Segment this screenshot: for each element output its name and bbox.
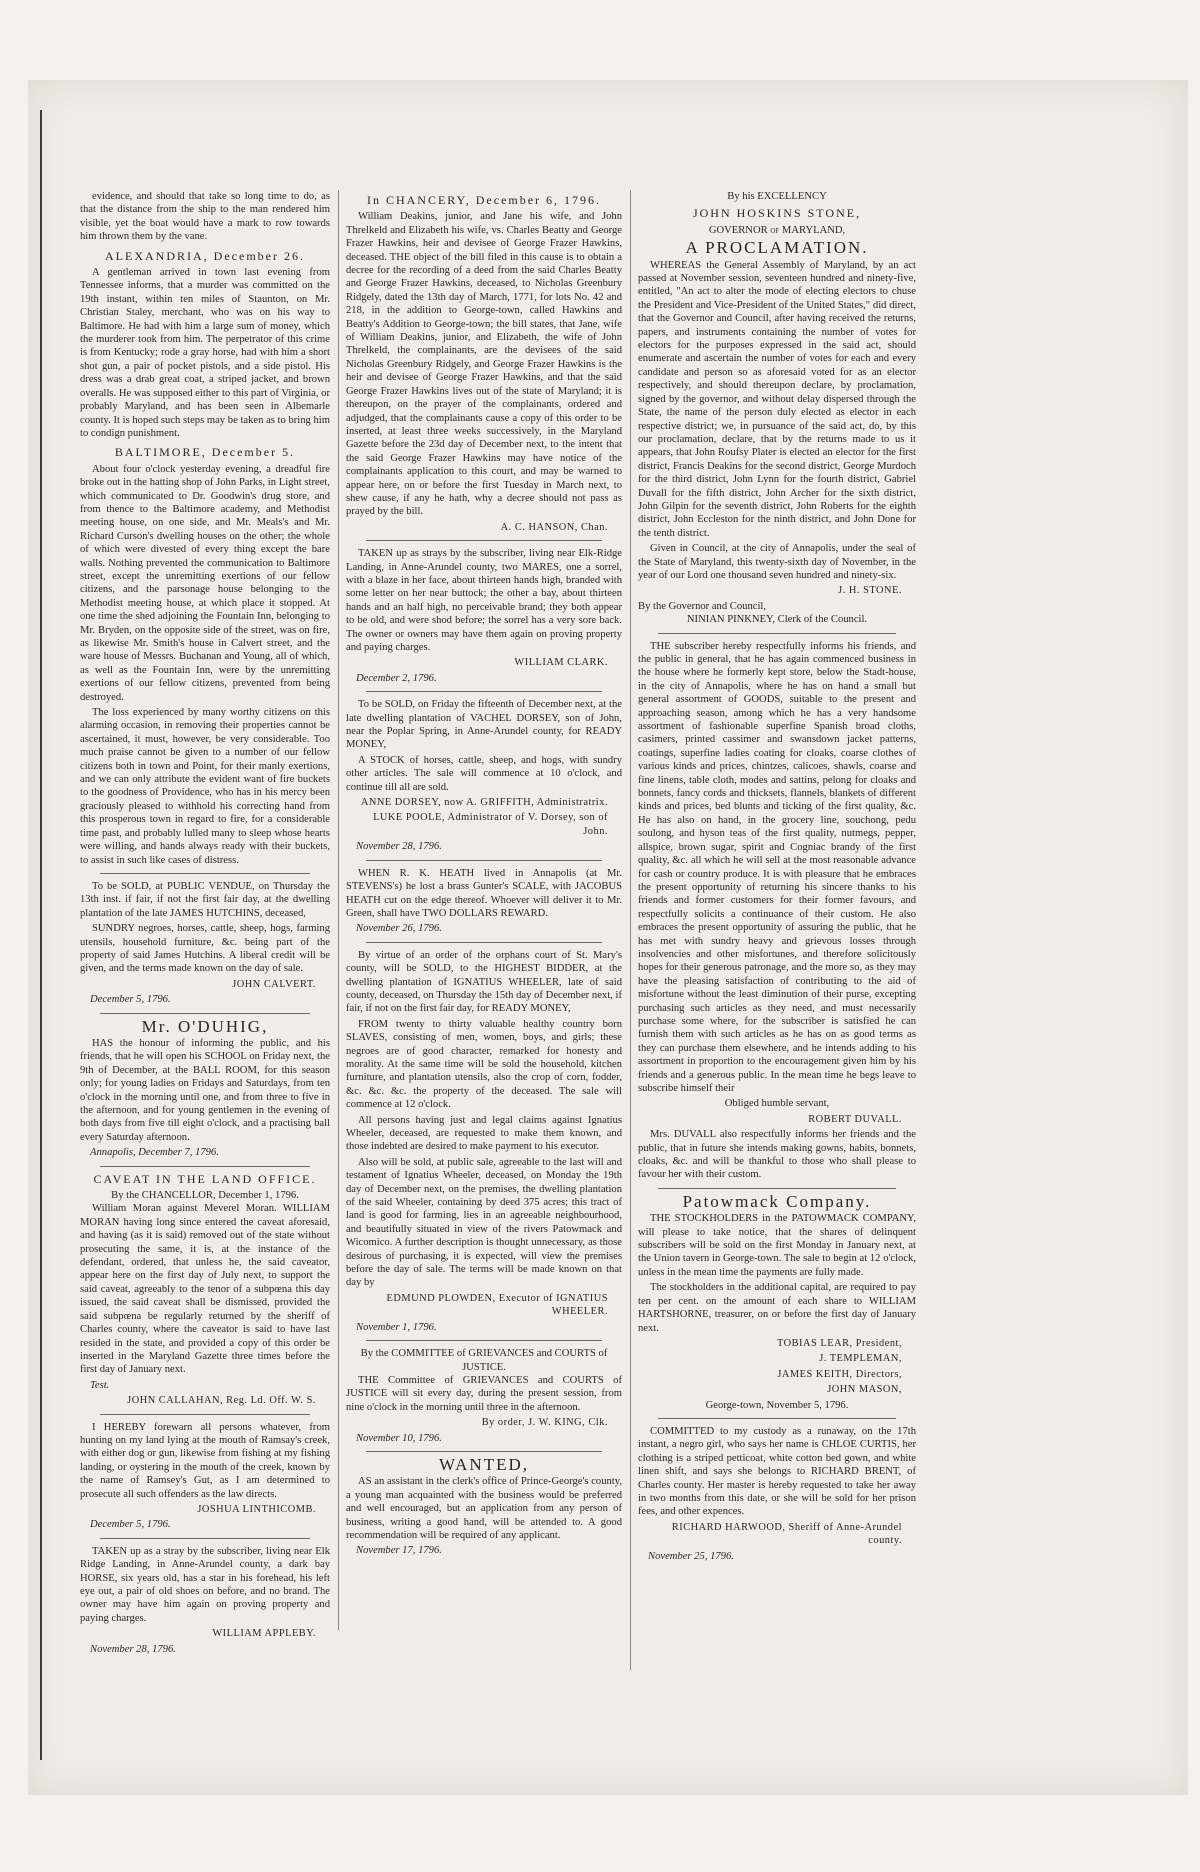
signature: A. C. HANSON, Chan.	[500, 521, 608, 533]
ad-patowmack	[638, 1191, 916, 1412]
ad-date: November 28, 1796.	[356, 841, 442, 853]
ad-text: Also will be sold, at public sale, agreeable to the last will and testament of Ignatius Wheeler, deceased, on Monday the 19th day of December next, on the premises, the dwelling plantation of the said Wheeler, containing by deed 375 acres; this tract of land is good for farming, lies in an agreeable neighbourhood, and beautifully situated in view of the rivers Patowmack and Wicomico. A further description is thought unnecessary, as those desirous of purchasing, it is expected, will view the premises before the day of sale. The terms will be made known on that day by	[346, 1156, 622, 1289]
divider	[366, 540, 602, 541]
signature: LUKE POOLE, Administrator of V. Dorsey, son of John.	[373, 812, 608, 837]
ad-appleby	[80, 1545, 330, 1656]
proclamation-by: By his EXCELLENCY	[727, 191, 827, 202]
closing: Obliged humble servant,	[724, 1098, 830, 1110]
ad-text: Mrs. DUVALL also respectfully informs her friends and the public, that in future she intends making gowns, habits, bonnets, cloaks, &c. and will be thankful to those who shall please to favour her with their custom.	[638, 1129, 916, 1181]
signature: By order, J. W. KING, Clk.	[481, 1417, 608, 1429]
ad-wanted	[346, 1454, 622, 1558]
ad-text: The stockholders in the additional capital, are required to pay ten per cent. on the amount of each share to WILLIAM HARTSHORNE, treasurer, on or before the first day of January next.	[638, 1282, 916, 1334]
signature: ANNE DORSEY, now A. GRIFFITH, Administratrix.	[360, 797, 608, 809]
divider	[658, 1188, 896, 1189]
ad-text: THE STOCKHOLDERS in the PATOWMACK COMPANY, will please to take notice, that the shares of delinquent subscribers will be sold on the first Monday in January next, at the Union tavern in George-town. The sale to begin at 12 o'clock, unless in the mean time the payments are fully made.	[638, 1213, 916, 1278]
signature: JAMES KEITH, Directors,	[777, 1368, 902, 1380]
ad-text: TAKEN up as a stray by the subscriber, living near Elk Ridge Landing, in Anne-Arundel county, a dark bay HORSE, six years old, has a star in his forehead, his left eye out, a pair of old shoes on before, and no brand. The owner may have him again on proving property and paying charges.	[80, 1545, 330, 1624]
ad-harwood	[638, 1425, 916, 1563]
ad-text: FROM twenty to thirty valuable healthy country born SLAVES, consisting of men, women, boys, and girls; these negroes are of good character, remarked for honesty and morality. At the same time will be sold the household, kitchen furniture, and plantation utensils, also the crop of corn, fodder, &c. &c. &c. the property of the deceased. The sale will commence at 12 o'clock.	[346, 1018, 622, 1111]
dateline: BALTIMORE, December 5.	[114, 445, 296, 460]
column-rule	[338, 190, 339, 1630]
article-text: The loss experienced by many worthy citizens on this alarming occasion, in removing their properties cannot be ascertained, it must, however, be very considerable. Too much praise cannot be given to a number of our fellow citizens both in town and Point, for their manly exertions, and we can only attribute the evident want of fire buckets to the goodness of Providence, who has in his mercy been graciously pleased to withhold his correcting hand from this prosperous town in regard to fire, for a considerable time past, and probably lulled many to sleep whose hearts were willing, and hands always ready with their buckets, to assist in such like cases of distress.	[80, 707, 330, 866]
ad-intro: To be SOLD, on Friday the fifteenth of December next, at the late dwelling plantation of VACHEL DORSEY, son of John, near the Poplar Spring, in Anne-Arundel county, for READY MONEY,	[346, 699, 622, 751]
ad-date: December 2, 1796.	[356, 672, 437, 684]
ad-text: All persons having just and legal claims against Ignatius Wheeler, deceased, are requested to make them known, and those indebted are desired to make payment to his executor.	[346, 1114, 622, 1153]
article-text: About four o'clock yesterday evening, a dreadful fire broke out in the hatting shop of John Parks, in Light street, which communicated to Dr. Goodwin's drug store, and from thence to the Baltimore academy, and Methodist meeting house, on one side, and Mr. Meals's and Mr. Richard Curson's dwelling houses on the other; the whole of which were divested of every thing except the bare walls. Nothing prevented the communication to Baltimore street, except the unremitting exertions of our fellow citizens, and the parsonage house belonging to the Methodist meeting house, at which place it stopped. At one time the shed adjoining the Fountain Inn, belonging to Mr. Bryden, on the opposite side of the street, was on fire, as likewise Mr. Smith's house in Calvert street, and the ware house of Messrs. Buchanan and Young, all of which, as well as the Fountain Inn, were by the unremitting exertions of our fellow citizens, prevented from being destroyed.	[80, 463, 330, 703]
column-left	[80, 190, 330, 1655]
ad-text: SUNDRY negroes, horses, cattle, sheep, hogs, farming utensils, household furniture, &c. being part of the property of said James Hutchins. A liberal credit will be given, and the terms made known on the day of sale.	[80, 923, 330, 975]
notice-text: THE Committee of GRIEVANCES and COURTS of JUSTICE will sit every day, during the present session, from nine o'clock in the morning until three in the afternoon.	[346, 1374, 622, 1413]
signature: JOHN MASON,	[827, 1384, 902, 1396]
newspaper-page	[28, 80, 1188, 1795]
notice-committee	[346, 1347, 622, 1445]
ad-intro: By virtue of an order of the orphans court of St. Mary's county, will be SOLD, to the HIGHEST BIDDER, at the dwelling plantation of IGNATIUS WHEELER, late of said county, deceased, on Thursday the 15th day of December next, if fair, if not on the first fair day, for READY MONEY,	[346, 949, 622, 1015]
ad-date: November 28, 1796.	[90, 1643, 176, 1655]
signature: WILLIAM APPLEBY.	[212, 1628, 316, 1640]
divider	[100, 873, 310, 874]
dateline: ALEXANDRIA, December 26.	[105, 248, 305, 263]
ad-date: December 5, 1796.	[90, 994, 171, 1006]
divider	[100, 1013, 310, 1014]
signature: J. TEMPLEMAN,	[819, 1353, 902, 1365]
article-fragment: evidence, and should that take so long time to do, as that the distance from the ship to the man rendered him visible, yet the boat would have a mark to row towards him thrown them by the vane.	[80, 191, 330, 243]
ad-oduhig	[80, 1016, 330, 1160]
signature: RICHARD HARWOOD, Sheriff of Anne-Arundel county.	[671, 1521, 902, 1547]
article-alexandria	[80, 250, 330, 441]
article-text: A gentleman arrived in town last evening from Tennessee informs, that a murder was committed on the 19th instant, within ten miles of Staunton, on Mr. Christian Staley, merchant, who was on his way to Baltimore. He had with him a large sum of money, which the murderer took from him. The perpetrator of this crime is from Kentucky; rode a gray horse, had with him a short shot gun, a pair of pocket pistols, and a side pistol. His dress was a drab great coat, a striped jacket, and brown overalls. He was supposed either to this part of Virginia, or probably Maryland, and has been seen in Albemarle county. It is hoped such steps may be taken as to bring him to condign punishment.	[80, 267, 330, 439]
divider	[100, 1538, 310, 1539]
ad-text: WHEN R. K. HEATH lived in Annapolis (at Mr. STEVENS's) he lost a brass Gunter's SCALE, with JACOBUS HEATH cut on the edge thereof. Whoever will deliver it to Mr. Green, shall have TWO DOLLARS REWARD.	[346, 867, 622, 919]
ad-date: November 26, 1796.	[356, 923, 442, 935]
ad-dorsey	[346, 698, 622, 853]
governor-title: GOVERNOR of MARYLAND,	[708, 224, 846, 236]
divider	[100, 1414, 310, 1415]
divider	[658, 633, 896, 634]
binding-edge	[40, 110, 42, 1760]
notice-heading: By the COMMITTEE of GRIEVANCES and COURTS of JUSTICE.	[360, 1348, 608, 1373]
proclamation-text: WHEREAS the General Assembly of Maryland, by an act passed at November session, seventeen hundred and ninety-five, entitled, "An act to alter the mode of electing electors to chuse the President and Vice-President of the United States," did direct, that the Governor and Council, after having received the returns, papers, and instruments containing the number of votes for electors for the purposes expressed in the said act, should enumerate and ascertain the number of votes for each and every candidate and person so as aforesaid voted for as an elector respectively, and should thereupon declare, by proclamation, signed by the governor, and without delay dispersed through the State, the name of the person duly elected as elector in each respective district; we, in pursuance of the said act, do, by this our proclamation, declare, that by the returns made to us it appears, that John Roufsy Plater is elected an elector for the first district, Francis Deakins for the second district, George Murdoch for the third district, John Lynn for the fourth district, Gabriel Duvall for the fifth district, John Archer for the sixth district, John Gilpin for the seventh district, John Roberts for the eighth district, John Eccleston for the ninth district, and John Done for the tenth district.	[638, 259, 916, 539]
proclamation-given: Given in Council, at the city of Annapolis, under the seal of the State of Maryland, this twenty-sixth day of November, in the year of our Lord one thousand seven hundred and ninety-six.	[638, 543, 916, 581]
ad-text: AS an assistant in the clerk's office of Prince-George's county, a young man acquainted with the business would be preferred and well encouraged, but an application from any person of business, writing a good hand, will be attended to. A good recommendation will be required of any applicant.	[346, 1476, 622, 1541]
ad-text: HAS the honour of informing the public, and his friends, that he will open his SCHOOL on Friday next, the 9th of December, at the BALL ROOM, for this season only; for young ladies on Fridays and Saturdays, from ten o'clock in the morning until one, and from three to five in the afternoon, and for young gentlemen in the evening of both days from five till eight o'clock, and a practising ball every Saturday afternoon.	[80, 1037, 330, 1143]
column-rule	[630, 190, 631, 1670]
ad-text: I HEREBY forewarn all persons whatever, from hunting on my land lying at the mouth of Ramsay's creek, with either dog or gun, likewise from fishing at my fishing landing, or oystering in the mouth of the creek, known by the name of Ramsey's Gut, as I am determined to prosecute all such offenders as the law directs.	[80, 1421, 330, 1500]
divider	[366, 1451, 602, 1452]
notice-date: November 10, 1796.	[356, 1432, 442, 1444]
ad-orphans-court	[346, 949, 622, 1334]
ad-text: A STOCK of horses, cattle, sheep, and hogs, with sundry other articles. The sale will commence at 10 o'clock, and continue till all are sold.	[346, 754, 622, 793]
ad-duvall	[638, 640, 916, 1182]
ad-date: Annapolis, December 7, 1796.	[90, 1147, 219, 1159]
signature: WILLIAM CLARK.	[514, 657, 608, 669]
ad-date: November 17, 1796.	[356, 1545, 442, 1557]
divider	[100, 1166, 310, 1167]
notice-chancery	[346, 194, 622, 534]
ad-linthicomb	[80, 1421, 330, 1532]
ad-caveat	[80, 1173, 330, 1408]
proclamation-heading: A PROCLAMATION.	[685, 238, 869, 258]
signature: EDMUND PLOWDEN, Executor of IGNATIUS WHEELER.	[386, 1292, 608, 1318]
ad-date: December 5, 1796.	[90, 1519, 171, 1531]
ad-heath	[346, 867, 622, 936]
ad-heading: WANTED,	[438, 1454, 529, 1474]
proclamation	[638, 190, 916, 627]
notice-heading: In CHANCERY, December 6, 1796.	[366, 193, 602, 207]
column-right	[638, 190, 916, 1670]
column-middle	[346, 190, 622, 1630]
ad-heading: Patowmack Company.	[682, 1191, 872, 1211]
governor-name: JOHN HOSKINS STONE,	[692, 206, 862, 221]
article-baltimore	[80, 446, 330, 867]
divider	[366, 1340, 602, 1341]
ad-date: November 1, 1796.	[356, 1321, 437, 1333]
notice-text: William Deakins, junior, and Jane his wife, and John Threlkeld and Elizabeth his wife, vs. Charles Beatty and George Frazer Hawkins, heir and devisee of George Frazer Hawkins, deceased. THE object of the bill filed in this cause is to obtain a decree for the recording of a deed from the said Charles Beatty and George Frazer Hawkins, deceased, to Nicholas Greenbury Ridgely, dated the 13th day of March, 1771, for lots No. 42 and 218, in the addition to George-town, called Hawkins and Beatty's Addition to George-town; the bill states, that Jane, wife of William Deakins, junior, and Elizabeth, the wife of John Threlkeld, the complainants, are the devisees of the said Nicholas Greenbury Ridgely, and George Frazer Hawkins is the heir and devisee of George Frazer Hawkins, and that the said George Frazer Hawkins lives out of the state of Maryland; it is thereupon, on the prayer of the complainants, ordered and adjudged, that the complainants cause a copy of this order to be inserted, at least three weeks successively, in the Maryland Gazette before the 23d day of December next, to the intent that the said George Frazer Hawkins may have notice of the complainants application to this court, and may be warned to appear here, on or before the first Tuesday in March next, to shew cause, if any he hath, why a decree should not pass as prayed by the bill.	[346, 211, 622, 518]
ad-intro: To be SOLD, at PUBLIC VENDUE, on Thursday the 13th inst. if fair, if not the first fair day, at the dwelling plantation of the late JAMES HUTCHINS, deceased,	[80, 880, 330, 919]
test-label: Test.	[90, 1379, 110, 1391]
divider	[366, 691, 602, 692]
signature: J. H. STONE.	[838, 585, 902, 597]
ad-text: TAKEN up as strays by the subscriber, living near Elk-Ridge Landing, in Anne-Arundel county, two MARES, one a sorrel, with a blaze in her face, about thirteen hands high, branded with some letter on her near buttock; the other a bay, about thirteen hands and an half high, no perceivable brand; they both appear to be old, and were shod before; the sorrel has a very sore back. The owner or owners may have them again on proving property and paying charges.	[346, 548, 622, 653]
ad-text: COMMITTED to my custody as a runaway, on the 17th instant, a negro girl, who says her name is CHLOE CURTIS, her clothing is a striped petticoat, white cotton bed gown, and white linen shift, and says she belongs to RICHARD BRENT, of Charles county. Her master is hereby requested to take her away in two months from this date, or she will be sold for her prison fees, and other expences.	[638, 1425, 916, 1518]
signature: TOBIAS LEAR, President,	[776, 1337, 902, 1349]
ad-date: November 25, 1796.	[648, 1550, 734, 1562]
council-line: By the Governor and Council,	[638, 600, 766, 612]
ad-clark	[346, 547, 622, 685]
ad-date: George-town, November 5, 1796.	[705, 1399, 849, 1411]
divider	[366, 942, 602, 943]
ad-heading: Mr. O'DUHIG,	[141, 1016, 269, 1036]
signature: JOSHUA LINTHICOMB.	[197, 1503, 316, 1515]
signature: JOHN CALVERT.	[232, 978, 316, 990]
ad-vendue	[80, 880, 330, 1007]
signature: JOHN CALLAHAN, Reg. Ld. Off. W. S.	[127, 1395, 316, 1407]
divider	[658, 1418, 896, 1419]
clerk-signature: NINIAN PINKNEY, Clerk of the Council.	[686, 614, 868, 626]
signature: ROBERT DUVALL.	[808, 1113, 902, 1125]
divider	[366, 860, 602, 861]
ad-heading: CAVEAT IN THE LAND OFFICE.	[93, 1171, 317, 1186]
ad-text: THE subscriber hereby respectfully informs his friends, and the public in general, that he has again commenced business in the house where he formerly kept store, below the Stadt-house, in the city of Annapolis, where he has on hand a small but general assortment of GOODS, suitable to the present and approaching season, among which he has a very handsome assortment of fashionable superfine Spanish broad cloths, casimers, printed cassimer and swansdown jacket patterns, coatings, superfine ladies coating for cloaks, coarse clothes of various kinds and prices, chintzes, calicoes, shawls, coarse and fine linens, table cloth, modes and sattins, pelong for cloaks and bonnets, fancy cords and thicksets, flannels, blankets of different kinds and prices, bed blunts and ticking of the first quality, &c. He has also on hand, in the grocery line, souchong, pedu soulong, and hyson teas of the first quality, nutmegs, pepper, allspice, brown sugar, spirit and Cogniac brandy of the first quality, &c. all which he will sell at the most reasonable advance for cash or country produce. It is with pleasure that he embraces the present opportunity of returning his sincere thanks to his friends and former customers for their former favours, and respectfully solicits a continuance of their custom. He also embraces the present opportunity of assuring the public, that he has met with sundry heavy and grievous losses through insolvencies and other misfortunes, and therefore solicitously hopes for their generous patronage, and the more so, as they may have the pleasing satisfaction of contributing to the aid of misfortune without the least diminution of their purse, excepting purchasing such articles as they need, and must necessarily purchase some where, for the subscriber is satisfied he can furnish them with such articles as he has on as good terms as they can purchase them elsewhere, and he intends adding to his assortment in proportion to the encouragement given him by his friends and a generous public. In the mean time he begs leave to subscribe himself their	[638, 640, 916, 1094]
ad-text: William Moran against Meverel Moran. WILLIAM MORAN having long since entered the caveat aforesaid, and having (as it is said) removed out of the state without prosecuting the same, it is, at the instance of the defendant, ordered, that unless he, the said caveator, appear here on the first day of July next, to support the said caveat, agreeably to the tenor of a subpœna this day issued, the said caveat shall be dismissed, provided the said subpœna be regularly returned by the sheriff of Charles county, where the caveator is said to have last resided in the state, and provided a copy of this order be inserted in the Maryland Gazette three times before the first day of January next.	[80, 1203, 330, 1376]
ad-subheading: By the CHANCELLOR, December 1, 1796.	[111, 1190, 299, 1202]
